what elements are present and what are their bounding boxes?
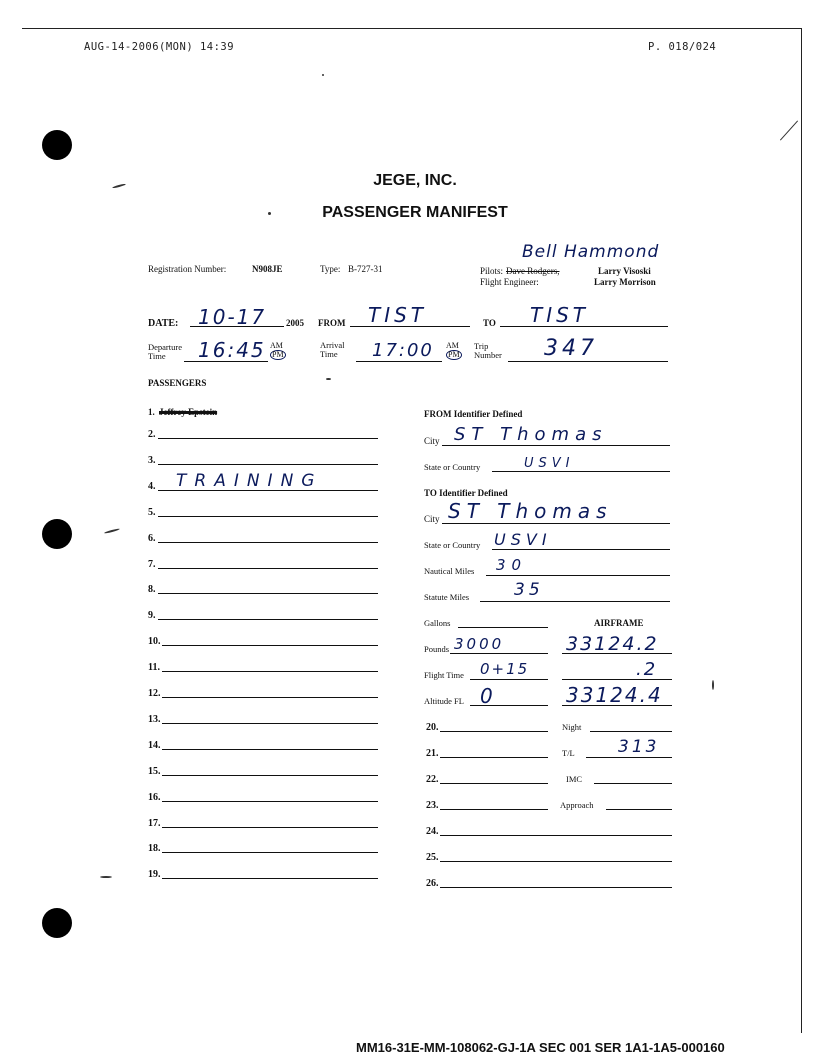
statute-miles-label: Statute Miles bbox=[424, 592, 470, 602]
airframe-1-handwritten: 33124.2 bbox=[566, 633, 659, 655]
pounds-handwritten: 3000 bbox=[454, 635, 505, 653]
night-line bbox=[590, 731, 672, 732]
date-handwritten: 10-17 bbox=[198, 305, 267, 329]
to-city-handwritten: ST Thomas bbox=[448, 499, 613, 523]
flight-time-handwritten: 0+15 bbox=[480, 660, 530, 678]
document-title: PASSENGER MANIFEST bbox=[322, 204, 508, 221]
passenger-row-line[interactable] bbox=[162, 775, 378, 776]
approach-label: Approach bbox=[560, 800, 594, 810]
passenger-row-line[interactable] bbox=[162, 697, 378, 698]
pilot-1: Dave Rodgers, bbox=[506, 266, 560, 276]
arrival-pm-circled: PM bbox=[448, 350, 460, 359]
fax-timestamp: AUG-14-2006(MON) 14:39 bbox=[84, 41, 235, 53]
to-handwritten: TIST bbox=[530, 303, 590, 327]
airframe-label: AIRFRAME bbox=[594, 618, 644, 628]
passenger-row-number: 14. bbox=[148, 740, 161, 751]
passenger-row-number: 19. bbox=[148, 869, 161, 880]
right-row-number: 21. bbox=[426, 748, 439, 759]
departure-label-2: Time bbox=[148, 351, 166, 361]
passenger-row-number: 7. bbox=[148, 559, 156, 570]
type-label: Type: bbox=[320, 264, 341, 274]
to-city-label: City bbox=[424, 514, 440, 524]
passenger-row-number: 17. bbox=[148, 818, 161, 829]
trip-number-line bbox=[508, 361, 668, 362]
arrival-label-2: Time bbox=[320, 349, 338, 359]
right-row-line[interactable] bbox=[440, 731, 548, 732]
from-label: FROM bbox=[318, 318, 346, 328]
right-row-number: 24. bbox=[426, 826, 439, 837]
right-row-line[interactable] bbox=[440, 835, 672, 836]
statute-miles-line bbox=[480, 601, 670, 602]
passenger-row-line[interactable] bbox=[158, 593, 378, 594]
pounds-line bbox=[450, 653, 548, 654]
arrival-ampm bbox=[446, 342, 462, 360]
date-line bbox=[190, 326, 284, 327]
airframe-1-line bbox=[562, 653, 672, 654]
trip-label-1: Trip bbox=[474, 341, 489, 351]
type-value: B-727-31 bbox=[348, 264, 383, 274]
pilot-handwritten: Bell Hammond bbox=[522, 242, 660, 262]
bates-number: MM16-31E-MM-108062-GJ-1A SEC 001 SER 1A1-1A5-000160 bbox=[356, 1040, 725, 1055]
passenger-row-number: 9. bbox=[148, 610, 156, 621]
flight-time-line bbox=[470, 679, 548, 680]
passenger-row-line[interactable] bbox=[158, 542, 378, 543]
passenger-row-number: 10. bbox=[148, 636, 161, 647]
trip-number-label bbox=[474, 342, 502, 360]
from-state-label: State or Country bbox=[424, 462, 481, 472]
passenger-row-line[interactable] bbox=[162, 723, 378, 724]
scan-speck bbox=[712, 680, 714, 690]
arrival-label bbox=[320, 341, 345, 359]
imc-line bbox=[594, 783, 672, 784]
trip-number-handwritten: 347 bbox=[544, 336, 598, 361]
arrival-line bbox=[356, 361, 442, 362]
company-name: JEGE, INC. bbox=[373, 172, 457, 189]
trip-label-2: Number bbox=[474, 350, 502, 360]
passenger-row-number: 13. bbox=[148, 714, 161, 725]
passenger-row-line[interactable] bbox=[162, 827, 378, 828]
passenger-row-number: 15. bbox=[148, 766, 161, 777]
fax-page-number: P. 018/024 bbox=[648, 41, 717, 53]
from-city-line bbox=[442, 445, 670, 446]
flight-time-label: Flight Time bbox=[424, 670, 464, 680]
passenger-row-number: 11. bbox=[148, 662, 160, 673]
from-city-handwritten: ST Thomas bbox=[454, 424, 608, 445]
from-identifier-label: FROM Identifier Defined bbox=[424, 409, 523, 419]
statute-miles-handwritten: 35 bbox=[514, 580, 544, 600]
registration-value: N908JE bbox=[252, 264, 283, 274]
from-state-line bbox=[492, 471, 670, 472]
departure-pm-circled: PM bbox=[272, 350, 284, 359]
passenger-row-line[interactable] bbox=[158, 516, 378, 517]
right-row-number: 25. bbox=[426, 852, 439, 863]
airframe-2-line bbox=[562, 679, 672, 680]
passenger-row-line[interactable] bbox=[162, 645, 378, 646]
pilots-label: Pilots: bbox=[480, 266, 504, 276]
scan-speck bbox=[326, 378, 331, 380]
departure-ampm bbox=[270, 342, 286, 360]
passenger-row-line[interactable] bbox=[162, 671, 378, 672]
passenger-row-line[interactable] bbox=[162, 878, 378, 879]
right-row-number: 23. bbox=[426, 800, 439, 811]
registration-label: Registration Number: bbox=[148, 264, 227, 274]
nautical-miles-line bbox=[486, 575, 670, 576]
departure-line bbox=[184, 361, 268, 362]
passenger-row-number: 6. bbox=[148, 533, 156, 544]
gallons-line bbox=[458, 627, 548, 628]
right-row-line[interactable] bbox=[440, 757, 548, 758]
punch-hole-top bbox=[42, 130, 72, 160]
gallons-label: Gallons bbox=[424, 618, 451, 628]
punch-hole-bottom bbox=[42, 908, 72, 938]
tl-label: T/L bbox=[562, 748, 575, 758]
passenger-row-number: 2. bbox=[148, 429, 156, 440]
date-year: 2005 bbox=[286, 318, 304, 328]
from-handwritten: TIST bbox=[368, 303, 428, 327]
passenger-row-line[interactable] bbox=[158, 438, 378, 439]
from-line bbox=[350, 326, 470, 327]
to-identifier-label: TO Identifier Defined bbox=[424, 488, 508, 498]
passenger-row-number: 16. bbox=[148, 792, 161, 803]
passenger-4-handwritten: TRAINING bbox=[176, 471, 323, 491]
from-city-label: City bbox=[424, 436, 440, 446]
arrival-label-1: Arrival bbox=[320, 340, 345, 350]
passenger-row-number: 4. bbox=[148, 481, 156, 492]
scan-speck bbox=[322, 74, 324, 76]
tl-handwritten: 313 bbox=[618, 737, 660, 757]
passenger-row-number: 12. bbox=[148, 688, 161, 699]
from-state-handwritten: USVI bbox=[524, 456, 575, 471]
altitude-label: Altitude FL bbox=[424, 696, 464, 706]
right-row-line[interactable] bbox=[440, 887, 672, 888]
nautical-miles-handwritten: 30 bbox=[496, 556, 528, 574]
airframe-3-handwritten: 33124.4 bbox=[566, 683, 663, 707]
to-label: TO bbox=[483, 318, 496, 328]
nautical-miles-label: Nautical Miles bbox=[424, 566, 475, 576]
passenger-row-line[interactable] bbox=[158, 619, 378, 620]
right-row-line[interactable] bbox=[440, 861, 672, 862]
to-state-line bbox=[492, 549, 670, 550]
right-row-line[interactable] bbox=[440, 783, 548, 784]
departure-label bbox=[148, 343, 182, 361]
departure-handwritten: 16:45 bbox=[198, 338, 266, 362]
passenger-row-number: 5. bbox=[148, 507, 156, 518]
pounds-label: Pounds bbox=[424, 644, 450, 654]
departure-am: AM bbox=[270, 341, 283, 350]
passenger-1-number: 1. bbox=[148, 407, 155, 417]
tl-line bbox=[586, 757, 672, 758]
engineer-name: Larry Morrison bbox=[594, 277, 656, 287]
passenger-row-line[interactable] bbox=[162, 852, 378, 853]
date-label: DATE: bbox=[148, 318, 179, 329]
punch-hole-middle bbox=[42, 519, 72, 549]
passenger-row-line[interactable] bbox=[158, 568, 378, 569]
passenger-row-line[interactable] bbox=[158, 464, 378, 465]
right-row-line[interactable] bbox=[440, 809, 548, 810]
scan-speck bbox=[100, 876, 112, 878]
right-row-number: 26. bbox=[426, 878, 439, 889]
passenger-1-name-struck: Jeffrey Epstein bbox=[159, 407, 218, 417]
engineer-label: Flight Engineer: bbox=[480, 277, 539, 287]
approach-line bbox=[606, 809, 672, 810]
passenger-row-number: 3. bbox=[148, 455, 156, 466]
arrival-am: AM bbox=[446, 341, 459, 350]
passenger-row-number: 8. bbox=[148, 584, 156, 595]
passenger-row-line[interactable] bbox=[162, 749, 378, 750]
to-state-handwritten: USVI bbox=[494, 530, 552, 549]
to-state-label: State or Country bbox=[424, 540, 481, 550]
arrival-handwritten: 17:00 bbox=[372, 340, 434, 361]
pilot-2: Larry Visoski bbox=[598, 266, 651, 276]
imc-label: IMC bbox=[566, 774, 583, 784]
passenger-row-line[interactable] bbox=[162, 801, 378, 802]
altitude-handwritten: 0 bbox=[480, 684, 495, 708]
passengers-label: PASSENGERS bbox=[148, 378, 207, 388]
right-row-number: 20. bbox=[426, 722, 439, 733]
passenger-row-number: 18. bbox=[148, 843, 161, 854]
night-label: Night bbox=[562, 722, 582, 732]
altitude-line bbox=[470, 705, 548, 706]
departure-label-1: Departure bbox=[148, 342, 182, 352]
to-line bbox=[500, 326, 668, 327]
to-city-line bbox=[442, 523, 670, 524]
right-row-number: 22. bbox=[426, 774, 439, 785]
airframe-3-line bbox=[562, 705, 672, 706]
airframe-2-handwritten: .2 bbox=[636, 659, 658, 680]
